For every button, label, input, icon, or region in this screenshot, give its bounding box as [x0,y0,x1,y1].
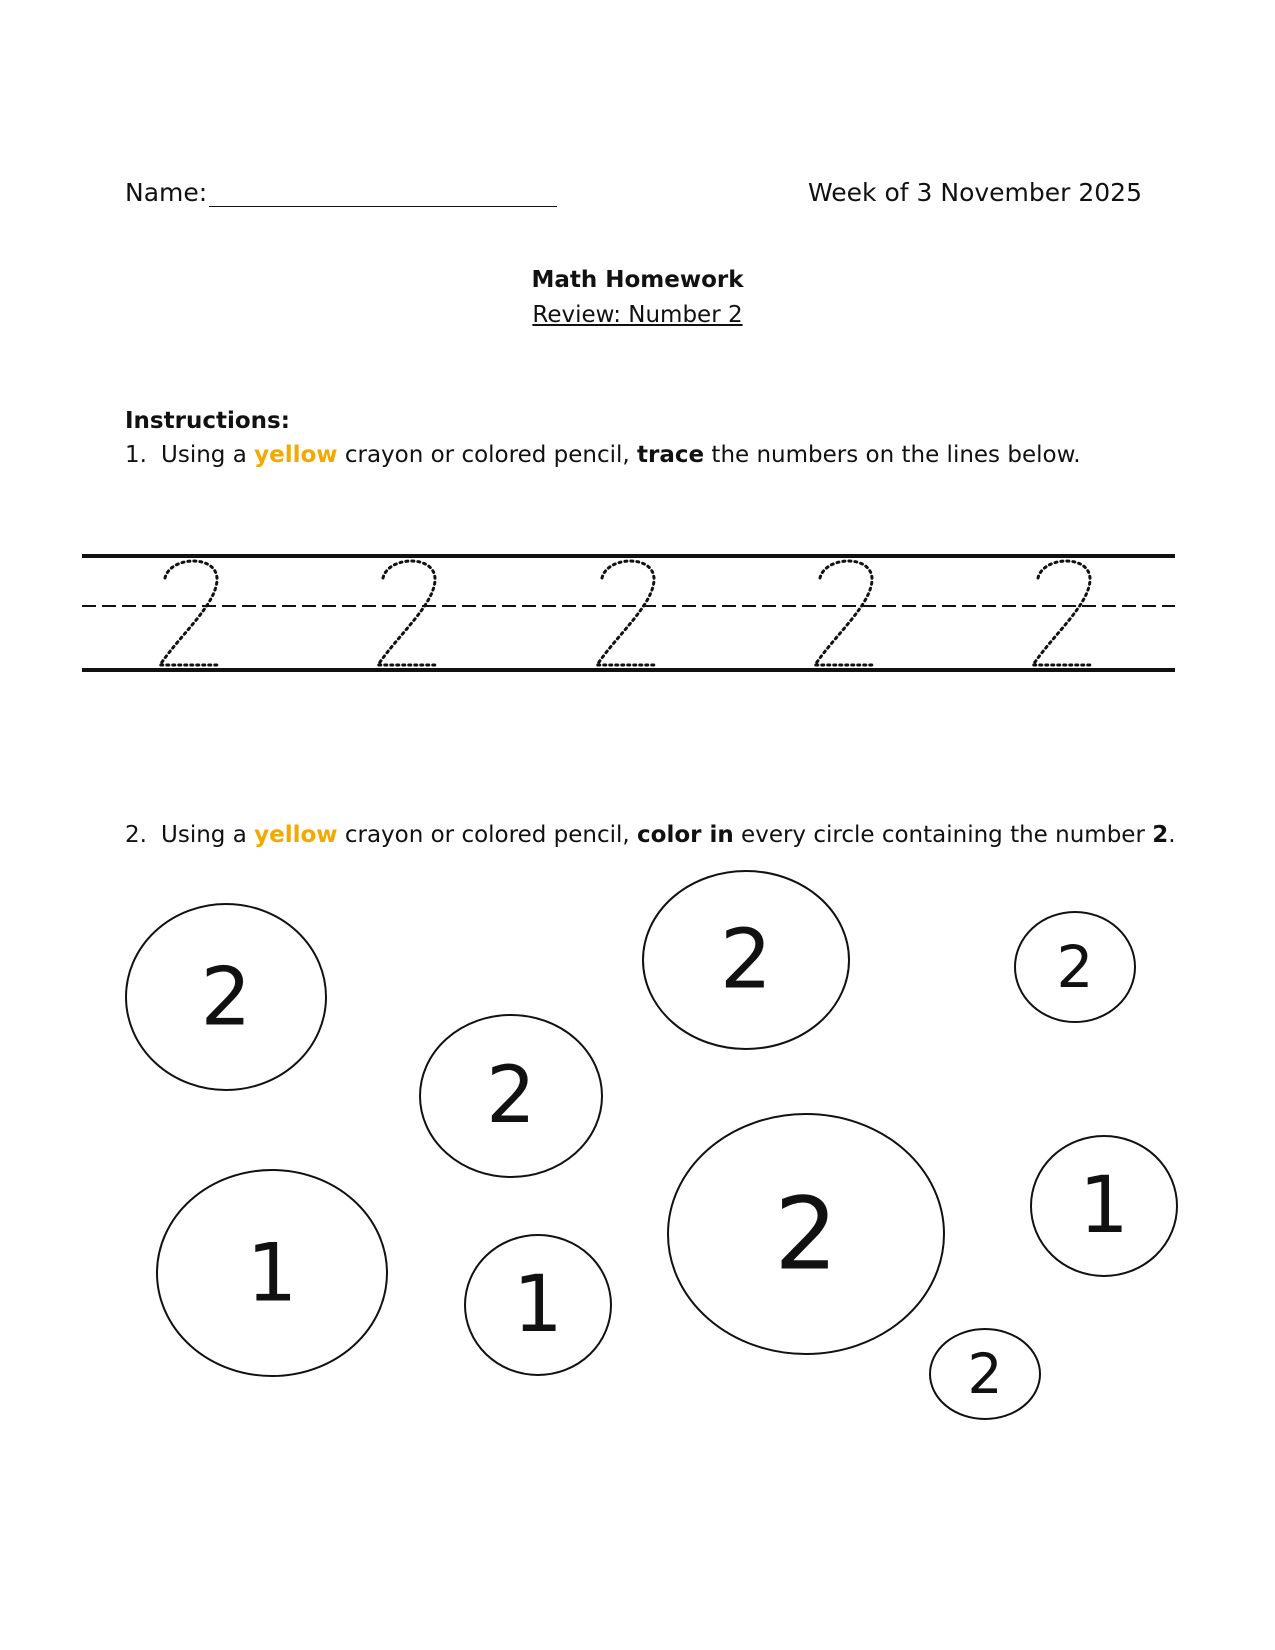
number-circle[interactable] [126,904,326,1090]
step-text: crayon or colored pencil, [337,442,638,468]
page-subtitle: Review: Number 2 [532,302,743,328]
circle-number: 1 [513,1260,563,1350]
step-text: . [1168,822,1176,848]
circle-number: 2 [967,1342,1003,1406]
number-circle[interactable] [465,1235,611,1375]
page-title: Math Homework [531,267,744,293]
instructions-heading: Instructions: [125,408,290,434]
number-circle[interactable] [668,1114,944,1354]
trace-digit[interactable] [378,561,438,665]
action-word: trace [637,442,705,468]
number-circle[interactable] [157,1170,387,1376]
step-text: Using a [161,822,255,848]
circle-number: 2 [774,1175,838,1293]
step-number: 1. [125,442,147,468]
circle-number: 1 [1079,1161,1129,1251]
circle-number: 2 [486,1051,536,1141]
trace-digit[interactable] [160,561,220,665]
number-circle[interactable] [1031,1136,1177,1276]
number-circle[interactable] [930,1329,1040,1419]
name-label: Name: [125,178,208,207]
color-word: yellow [254,442,338,468]
number-circle[interactable] [643,871,849,1049]
number-circle[interactable] [420,1015,602,1177]
step-text: the numbers on the lines below. [704,442,1081,468]
color-word: yellow [254,822,338,848]
step-text: every circle containing the number [733,822,1153,848]
step-text: Using a [161,442,255,468]
circle-number: 2 [1056,933,1094,1001]
target-number: 2 [1152,822,1169,848]
instruction-step-2 [125,822,1176,848]
circle-number: 2 [200,950,252,1044]
circle-number: 2 [719,912,773,1008]
number-circle[interactable] [1015,912,1135,1022]
step-text: crayon or colored pencil, [337,822,638,848]
week-date: Week of 3 November 2025 [808,178,1142,207]
trace-digit[interactable] [815,561,875,665]
circle-group [126,871,1177,1419]
action-word: color in [637,822,734,848]
step-number: 2. [125,822,147,848]
trace-digit[interactable] [597,561,657,665]
circle-number: 1 [246,1226,298,1320]
tracing-area [82,556,1175,670]
trace-digit[interactable] [1033,561,1093,665]
